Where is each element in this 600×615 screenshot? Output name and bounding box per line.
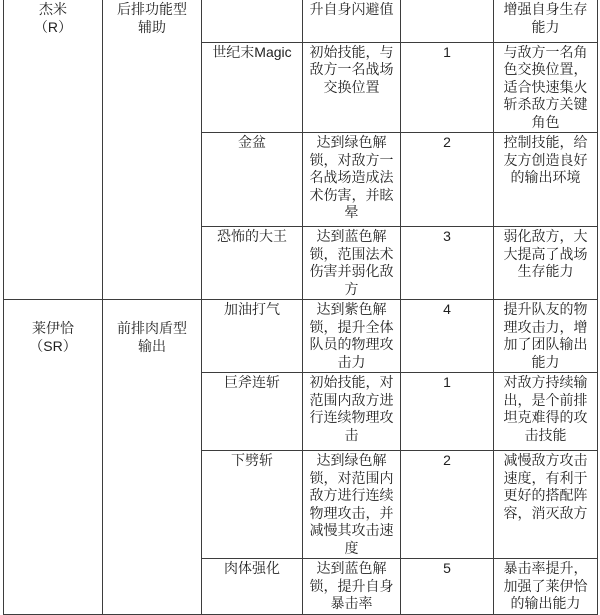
skill-name-cell: 加油打气 bbox=[202, 300, 303, 373]
level-cell: 1 bbox=[401, 42, 494, 133]
level-cell: 2 bbox=[401, 133, 494, 227]
table-row bbox=[4, 300, 598, 373]
role-line1: 后排功能型 bbox=[117, 1, 187, 17]
unlock-cell: 达到蓝色解锁，提升自身暴击率 bbox=[303, 559, 401, 615]
level-cell: 1 bbox=[401, 373, 494, 451]
role-line2: 输出 bbox=[138, 337, 166, 354]
skill-name-cell: 恐怖的大王 bbox=[202, 227, 303, 300]
unlock-cell: 达到绿色解锁，对范围内敌方进行连续物理攻击，并减慢其攻击速度 bbox=[303, 451, 401, 559]
effect-cell: 提升队友的物理攻击力，增加了团队输出能力 bbox=[494, 300, 598, 373]
unlock-cell: 达到紫色解锁，提升全体队员的物理攻击力 bbox=[303, 300, 401, 373]
level-cell: 5 bbox=[401, 559, 494, 615]
unlock-cell: 达到绿色解锁，对敌方一名战场造成法术伤害，并眩晕 bbox=[303, 133, 401, 227]
unlock-cell: 升自身闪避值 bbox=[303, 0, 401, 42]
character-name-line2: （R） bbox=[33, 18, 73, 35]
effect-cell: 控制技能，给友方创造良好的输出环境 bbox=[494, 133, 598, 227]
unlock-cell: 初始技能，与敌方一名战场交换位置 bbox=[303, 42, 401, 133]
character-name-line1: 莱伊恰 bbox=[32, 320, 74, 336]
skill-name-cell: 巨斧连斩 bbox=[202, 373, 303, 451]
role-line1: 前排肉盾型 bbox=[117, 320, 187, 336]
role-cell bbox=[103, 300, 202, 615]
skill-name-cell bbox=[202, 0, 303, 42]
effect-cell: 暴击率提升，加强了莱伊恰的输出能力 bbox=[494, 559, 598, 615]
unlock-cell: 初始技能，对范围内敌方进行连续物理攻击 bbox=[303, 373, 401, 451]
effect-cell: 增强自身生存能力 bbox=[494, 0, 598, 42]
skill-name-cell: 下劈斩 bbox=[202, 451, 303, 559]
skill-name-cell: 金盆 bbox=[202, 133, 303, 227]
role-cell bbox=[103, 0, 202, 300]
character-cell bbox=[4, 0, 103, 300]
role-line2: 辅助 bbox=[138, 18, 166, 35]
effect-cell: 与敌方一名角色交换位置，适合快速集火斩杀敌方关键角色 bbox=[494, 42, 598, 133]
character-cell bbox=[4, 300, 103, 615]
skill-name-cell: 肉体强化 bbox=[202, 559, 303, 615]
effect-cell: 对敌方持续输出，是个前排坦克难得的攻击技能 bbox=[494, 373, 598, 451]
level-cell: 3 bbox=[401, 227, 494, 300]
skill-name-cell: 世纪末Magic bbox=[202, 42, 303, 133]
unlock-cell: 达到蓝色解锁，范围法术伤害并弱化敌方 bbox=[303, 227, 401, 300]
character-skills-table bbox=[3, 0, 598, 615]
effect-cell: 弱化敌方，大大提高了战场生存能力 bbox=[494, 227, 598, 300]
table-row bbox=[4, 0, 598, 42]
level-cell bbox=[401, 0, 494, 42]
level-cell: 2 bbox=[401, 451, 494, 559]
effect-cell: 减慢敌方攻击速度，有利于更好的搭配阵容，消灭敌方 bbox=[494, 451, 598, 559]
character-name-line1: 杰米 bbox=[39, 1, 67, 17]
level-cell: 4 bbox=[401, 300, 494, 373]
character-name-line2: （SR） bbox=[29, 337, 77, 354]
